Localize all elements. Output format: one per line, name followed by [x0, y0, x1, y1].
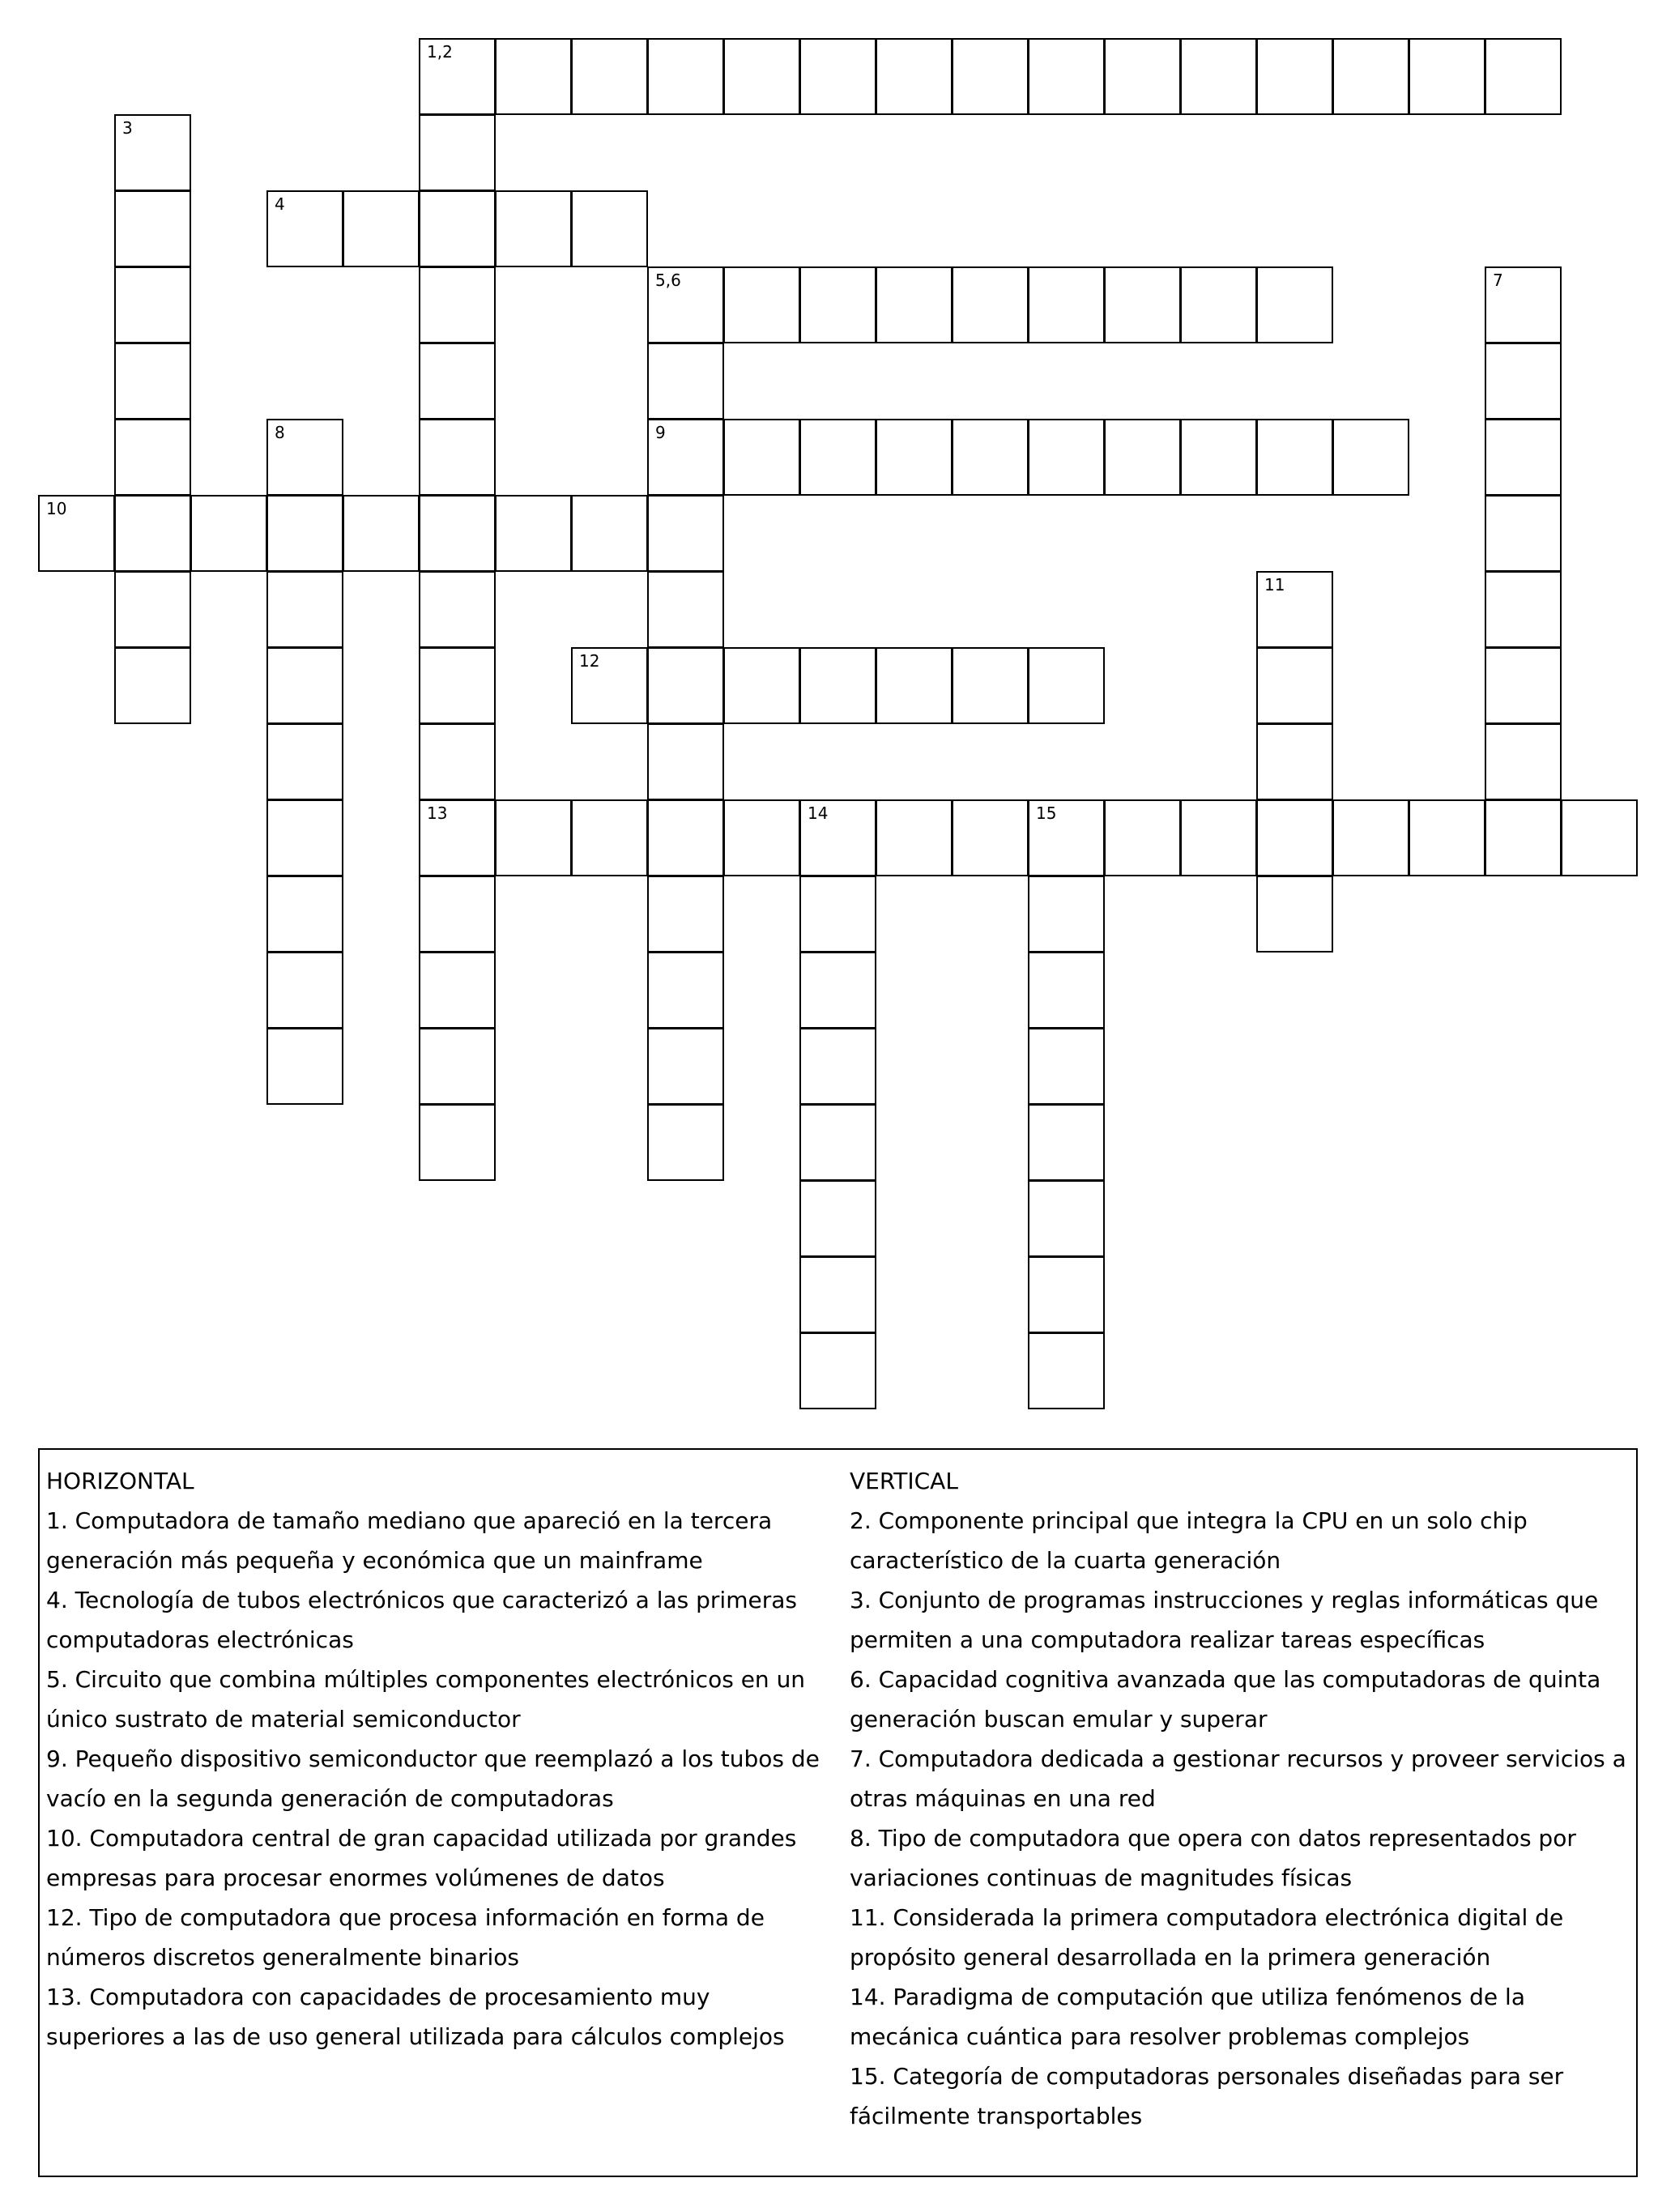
grid-cell[interactable]: [1409, 799, 1485, 876]
clue-down-11: 11. Considerada la primera computadora electrónica digital de propósito general desarrollada en la primera generación: [850, 1904, 1564, 1971]
grid-cell[interactable]: [799, 419, 876, 496]
grid-cell[interactable]: [419, 799, 496, 876]
clue-across-12: 12. Tipo de computadora que procesa información en forma de números discretos generalmente binarios: [46, 1904, 765, 1971]
grid-cell[interactable]: [1485, 495, 1562, 572]
grid-cell[interactable]: [571, 799, 648, 876]
grid-cell[interactable]: [1028, 266, 1105, 343]
grid-cell[interactable]: [419, 38, 496, 115]
grid-cell[interactable]: [1485, 38, 1562, 115]
clues-panel: [38, 1448, 1638, 2177]
grid-cell[interactable]: [419, 1104, 496, 1181]
grid-cell[interactable]: [266, 190, 343, 267]
grid-cell[interactable]: [1028, 419, 1105, 496]
clue-number: 4: [275, 194, 285, 214]
grid-cell[interactable]: [419, 190, 496, 267]
grid-cell[interactable]: [799, 952, 876, 1029]
grid-cell[interactable]: [114, 343, 191, 420]
grid-cell[interactable]: [876, 419, 953, 496]
grid-cell[interactable]: [1485, 723, 1562, 800]
grid-cell[interactable]: [1028, 1104, 1105, 1181]
grid-cell[interactable]: [876, 266, 953, 343]
grid-cell[interactable]: [647, 38, 724, 115]
grid-cell[interactable]: [114, 571, 191, 648]
clue-across-4: 4. Tecnología de tubos electrónicos que caracterizó a las primeras computadoras electrónicas: [46, 1587, 797, 1653]
grid-cell[interactable]: [799, 799, 876, 876]
grid-cell[interactable]: [1180, 419, 1257, 496]
clue-number: 11: [1264, 575, 1285, 595]
grid-cell[interactable]: [571, 647, 648, 724]
grid-cell[interactable]: [114, 647, 191, 724]
vertical-heading: VERTICAL: [850, 1468, 958, 1494]
grid-cell[interactable]: [266, 647, 343, 724]
grid-cell[interactable]: [799, 1180, 876, 1257]
grid-cell[interactable]: [799, 266, 876, 343]
clue-number: 13: [427, 803, 448, 823]
vertical-clues: [850, 1461, 1627, 2136]
clue-number: 12: [579, 651, 600, 671]
grid-cell[interactable]: [952, 799, 1029, 876]
grid-cell[interactable]: [114, 419, 191, 496]
grid-cell[interactable]: [266, 495, 343, 572]
grid-cell[interactable]: [952, 419, 1029, 496]
grid-cell[interactable]: [1332, 799, 1409, 876]
grid-cell[interactable]: [647, 1104, 724, 1181]
grid-cell[interactable]: [1028, 1180, 1105, 1257]
grid-cell[interactable]: [1256, 571, 1333, 648]
grid-cell[interactable]: [799, 1028, 876, 1105]
clue-down-8: 8. Tipo de computadora que opera con datos representados por variaciones continuas de magnitudes físicas: [850, 1825, 1576, 1891]
horizontal-clues: [46, 1461, 824, 2056]
grid-cell[interactable]: [419, 952, 496, 1029]
grid-cell[interactable]: [266, 876, 343, 953]
grid-cell[interactable]: [343, 495, 420, 572]
grid-cell[interactable]: [1028, 1028, 1105, 1105]
grid-cell[interactable]: [114, 190, 191, 267]
clue-number: 8: [275, 423, 285, 442]
clue-number: 3: [122, 118, 133, 138]
grid-cell[interactable]: [799, 1256, 876, 1333]
grid-cell[interactable]: [723, 419, 800, 496]
grid-cell[interactable]: [114, 495, 191, 572]
grid-cell[interactable]: [1485, 266, 1562, 343]
grid-cell[interactable]: [1104, 799, 1181, 876]
grid-cell[interactable]: [647, 419, 724, 496]
clue-down-14: 14. Paradigma de computación que utiliza fenómenos de la mecánica cuántica para resolver problemas complejos: [850, 1984, 1525, 2050]
grid-cell[interactable]: [1256, 723, 1333, 800]
grid-cell[interactable]: [799, 38, 876, 115]
grid-cell[interactable]: [1028, 799, 1105, 876]
grid-cell[interactable]: [419, 723, 496, 800]
grid-cell[interactable]: [723, 799, 800, 876]
grid-cell[interactable]: [1028, 952, 1105, 1029]
grid-cell[interactable]: [419, 647, 496, 724]
grid-cell[interactable]: [1485, 799, 1562, 876]
grid-cell[interactable]: [647, 952, 724, 1029]
grid-cell[interactable]: [495, 190, 572, 267]
grid-cell[interactable]: [647, 343, 724, 420]
grid-cell[interactable]: [1180, 266, 1257, 343]
grid-cell[interactable]: [952, 266, 1029, 343]
grid-cell[interactable]: [1180, 38, 1257, 115]
grid-cell[interactable]: [647, 723, 724, 800]
grid-cell[interactable]: [1485, 647, 1562, 724]
clue-number: 15: [1036, 803, 1057, 823]
grid-cell[interactable]: [1409, 38, 1485, 115]
clue-down-6: 6. Capacidad cognitiva avanzada que las computadoras de quinta generación buscan emular y superar: [850, 1666, 1601, 1733]
clue-down-3: 3. Conjunto de programas instrucciones y reglas informáticas que permiten a una computadora realizar tareas específicas: [850, 1587, 1599, 1653]
grid-cell[interactable]: [1485, 571, 1562, 648]
grid-cell[interactable]: [723, 266, 800, 343]
clue-across-5: 5. Circuito que combina múltiples componentes electrónicos en un único sustrato de material semiconductor: [46, 1666, 806, 1733]
clue-number: 10: [46, 499, 67, 518]
grid-cell[interactable]: [1256, 419, 1333, 496]
clue-across-9: 9. Pequeño dispositivo semiconductor que reemplazó a los tubos de vacío en la segunda generación de computadoras: [46, 1745, 820, 1812]
grid-cell[interactable]: [799, 647, 876, 724]
clue-number: 9: [655, 423, 666, 442]
grid-cell[interactable]: [571, 495, 648, 572]
clue-down-15: 15. Categoría de computadoras personales diseñadas para ser fácilmente transportables: [850, 2063, 1564, 2129]
grid-cell[interactable]: [647, 495, 724, 572]
grid-cell[interactable]: [495, 799, 572, 876]
grid-cell[interactable]: [419, 114, 496, 191]
clue-number: 5,6: [655, 271, 681, 290]
grid-cell[interactable]: [266, 799, 343, 876]
grid-cell[interactable]: [495, 495, 572, 572]
clue-number: 7: [1493, 271, 1503, 290]
grid-cell[interactable]: [190, 495, 267, 572]
grid-cell[interactable]: [1028, 1256, 1105, 1333]
grid-cell[interactable]: [1332, 419, 1409, 496]
grid-cell[interactable]: [266, 419, 343, 496]
clue-number: 1,2: [427, 42, 453, 62]
grid-cell[interactable]: [571, 38, 648, 115]
grid-cell[interactable]: [1256, 799, 1333, 876]
grid-cell[interactable]: [876, 647, 953, 724]
grid-cell[interactable]: [343, 190, 420, 267]
grid-cell[interactable]: [419, 343, 496, 420]
grid-cell[interactable]: [419, 1028, 496, 1105]
grid-cell[interactable]: [647, 647, 724, 724]
grid-cell[interactable]: [419, 495, 496, 572]
grid-cell[interactable]: [1104, 266, 1181, 343]
grid-cell[interactable]: [38, 495, 115, 572]
grid-cell[interactable]: [266, 952, 343, 1029]
grid-cell[interactable]: [495, 38, 572, 115]
grid-cell[interactable]: [1028, 38, 1105, 115]
grid-cell[interactable]: [723, 38, 800, 115]
grid-cell[interactable]: [1180, 799, 1257, 876]
grid-cell[interactable]: [419, 876, 496, 953]
grid-cell[interactable]: [1485, 419, 1562, 496]
grid-cell[interactable]: [647, 571, 724, 648]
grid-cell[interactable]: [876, 38, 953, 115]
grid-cell[interactable]: [266, 571, 343, 648]
grid-cell[interactable]: [419, 266, 496, 343]
grid-cell[interactable]: [1332, 38, 1409, 115]
grid-cell[interactable]: [1256, 647, 1333, 724]
grid-cell[interactable]: [723, 647, 800, 724]
grid-cell[interactable]: [799, 876, 876, 953]
clue-down-2: 2. Componente principal que integra la CPU en un solo chip característico de la cuarta generación: [850, 1507, 1528, 1574]
clue-down-7: 7. Computadora dedicada a gestionar recursos y proveer servicios a otras máquinas en una red: [850, 1745, 1626, 1812]
grid-cell[interactable]: [1104, 38, 1181, 115]
grid-cell[interactable]: [647, 876, 724, 953]
grid-cell[interactable]: [647, 266, 724, 343]
grid-cell[interactable]: [799, 1332, 876, 1409]
grid-cell[interactable]: [114, 266, 191, 343]
grid-cell[interactable]: [1256, 876, 1333, 953]
grid-cell[interactable]: [1561, 799, 1638, 876]
clue-across-13: 13. Computadora con capacidades de procesamiento muy superiores a las de uso general utilizada para cálculos complejos: [46, 1984, 785, 2050]
grid-cell[interactable]: [952, 38, 1029, 115]
grid-cell[interactable]: [647, 1028, 724, 1105]
grid-cell[interactable]: [1485, 343, 1562, 420]
grid-cell[interactable]: [114, 114, 191, 191]
grid-cell[interactable]: [1028, 647, 1105, 724]
clue-across-10: 10. Computadora central de gran capacidad utilizada por grandes empresas para procesar enormes volúmenes de datos: [46, 1825, 797, 1891]
grid-cell[interactable]: [876, 799, 953, 876]
grid-cell[interactable]: [1028, 1332, 1105, 1409]
grid-cell[interactable]: [1256, 38, 1333, 115]
grid-cell[interactable]: [266, 723, 343, 800]
grid-cell[interactable]: [419, 571, 496, 648]
horizontal-heading: HORIZONTAL: [46, 1468, 194, 1494]
grid-cell[interactable]: [647, 799, 724, 876]
clue-across-1: 1. Computadora de tamaño mediano que apareció en la tercera generación más pequeña y económica que un mainframe: [46, 1507, 773, 1574]
grid-cell[interactable]: [952, 647, 1029, 724]
grid-cell[interactable]: [571, 190, 648, 267]
grid-cell[interactable]: [1028, 876, 1105, 953]
grid-cell[interactable]: [1104, 419, 1181, 496]
clue-number: 14: [808, 803, 829, 823]
grid-cell[interactable]: [266, 1028, 343, 1105]
grid-cell[interactable]: [419, 419, 496, 496]
grid-cell[interactable]: [799, 1104, 876, 1181]
grid-cell[interactable]: [1256, 266, 1333, 343]
